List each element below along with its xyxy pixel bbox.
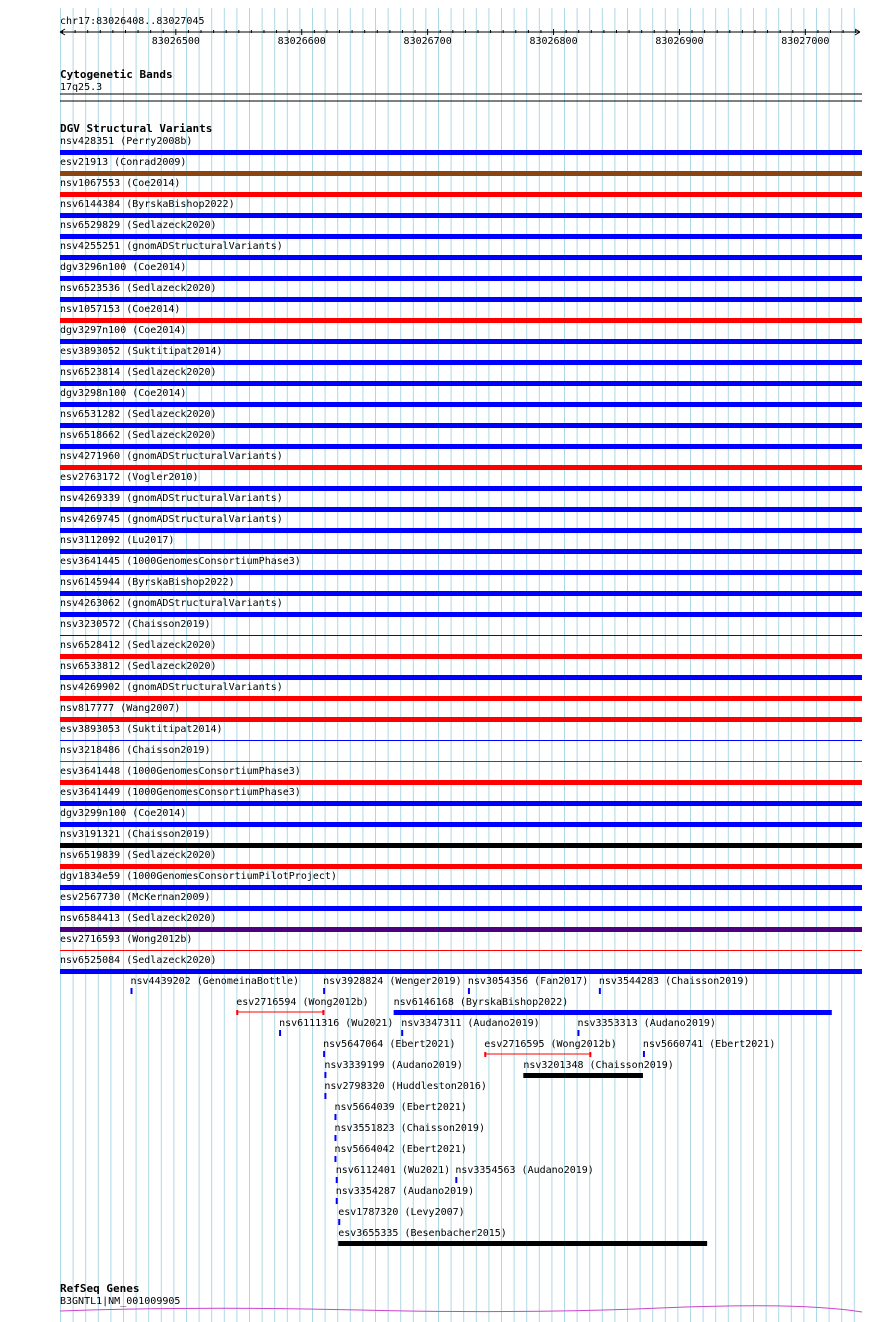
variant-label[interactable]: esv2716595 (Wong2012b) [484,1039,617,1050]
variant-bar[interactable] [324,1093,326,1099]
variant-label[interactable]: esv3641445 (1000GenomesConsortiumPhase3) [60,556,301,567]
variant-label[interactable]: nsv6533812 (Sedlazeck2020) [60,661,217,672]
variant-bar[interactable] [60,213,862,218]
variant-bar[interactable] [394,1010,832,1015]
variant-label[interactable]: nsv6112401 (Wu2021) [335,1165,451,1176]
variant-label[interactable]: nsv6111316 (Wu2021) [279,1018,394,1029]
variant-bar[interactable] [60,339,862,344]
variant-label[interactable]: nsv4269745 (gnomADStructuralVariants) [60,514,283,525]
variant-bar[interactable] [60,822,862,827]
variant-bar[interactable] [334,1156,336,1162]
variant-bar[interactable] [60,150,862,155]
variant-bar[interactable] [60,843,862,848]
refseq-track [60,1282,862,1312]
variant-bar[interactable] [60,360,862,365]
variant-bar[interactable] [60,717,862,722]
variant-label[interactable]: nsv4269339 (gnomADStructuralVariants) [60,493,283,504]
variant-bar[interactable] [336,1177,338,1183]
ruler-tick-label: 83026700 [403,36,452,47]
variant-label[interactable]: nsv6531282 (Sedlazeck2020) [60,409,217,420]
ruler-tick-label: 83027000 [781,36,830,47]
variant-label[interactable]: nsv6145944 (ByrskaBishop2022) [60,577,235,588]
variant-bar-end [322,1010,324,1015]
variant-bar-end [236,1010,238,1015]
variant-bar[interactable] [336,1198,338,1204]
variant-label[interactable]: esv21913 (Conrad2009) [60,157,187,168]
cytoband-track [60,68,862,101]
region-label: chr17:83026408..83027045 [60,16,205,27]
variant-label[interactable]: nsv6144384 (ByrskaBishop2022) [60,199,235,210]
variant-bar[interactable] [60,696,862,701]
variant-bar[interactable] [60,465,862,470]
dgv-track [60,122,862,1246]
variant-label[interactable]: nsv6525084 (Sedlazeck2020) [60,955,217,966]
variant-label[interactable]: nsv6523536 (Sedlazeck2020) [60,283,217,294]
variant-label[interactable]: nsv3054356 (Fan2017) [467,976,589,987]
variant-bar[interactable] [60,381,862,386]
variant-bar[interactable] [334,1135,336,1141]
variant-bar[interactable] [60,171,862,176]
ruler-tick-label: 83026500 [151,36,200,47]
variant-bar[interactable] [323,988,325,994]
variant-label[interactable]: nsv6528412 (Sedlazeck2020) [60,640,217,651]
variant-bar[interactable] [60,591,862,596]
variant-label[interactable]: nsv3201348 (Chaisson2019) [523,1060,674,1071]
variant-label[interactable]: nsv3354563 (Audano2019) [455,1165,594,1176]
variant-label[interactable]: nsv3551823 (Chaisson2019) [334,1123,485,1134]
variant-bar[interactable] [60,675,862,680]
variant-label[interactable]: nsv4269902 (gnomADStructuralVariants) [60,682,283,693]
variant-label[interactable]: esv3641449 (1000GenomesConsortiumPhase3) [60,787,301,798]
variant-label[interactable]: nsv817777 (Wang2007) [60,703,181,714]
ruler-tick-label: 83026900 [655,36,704,47]
variant-label[interactable]: nsv3191321 (Chaisson2019) [60,829,211,840]
variant-label[interactable]: nsv3218486 (Chaisson2019) [60,745,211,756]
variant-bar[interactable] [599,988,601,994]
variant-bar[interactable] [60,234,862,239]
variant-bar[interactable] [401,1030,403,1036]
variant-bar[interactable] [455,1177,457,1183]
variant-bar[interactable] [60,507,862,512]
variant-bar[interactable] [60,549,862,554]
variant-label[interactable]: nsv5664042 (Ebert2021) [334,1144,467,1155]
variant-label[interactable]: nsv3339199 (Audano2019) [324,1060,463,1071]
variant-label[interactable]: nsv6523814 (Sedlazeck2020) [60,367,217,378]
variant-bar[interactable] [60,423,862,428]
variant-label[interactable]: esv3655335 (Besenbacher2015) [338,1228,507,1239]
variant-label[interactable]: esv2716593 (Wong2012b) [60,934,193,945]
variant-label[interactable]: nsv6584413 (Sedlazeck2020) [60,913,217,924]
variant-label[interactable]: nsv4255251 (gnomADStructuralVariants) [60,241,283,252]
variant-bar[interactable] [60,864,862,869]
variant-bar[interactable] [60,801,862,806]
variant-bar[interactable] [323,1051,325,1057]
variant-bar[interactable] [60,654,862,659]
ruler-tick-label: 83026600 [277,36,326,47]
variant-label[interactable]: esv2567730 (McKernan2009) [60,892,211,903]
variant-label[interactable]: dgv3299n100 (Coe2014) [60,808,187,819]
variant-bar[interactable] [131,988,133,994]
variant-label[interactable]: nsv428351 (Perry2008b) [60,136,193,147]
variant-bar[interactable] [279,1030,281,1036]
variant-label[interactable]: nsv4263062 (gnomADStructuralVariants) [60,598,283,609]
variant-label[interactable]: nsv5664039 (Ebert2021) [334,1102,467,1113]
variant-label[interactable]: nsv4439202 (GenomeinaBottle) [130,976,300,987]
variant-bar[interactable] [60,192,862,197]
variant-bar[interactable] [334,1114,336,1120]
variant-label[interactable]: dgv3297n100 (Coe2014) [60,325,187,336]
variant-label[interactable]: nsv3347311 (Audano2019) [401,1018,540,1029]
variant-label[interactable]: nsv5660741 (Ebert2021) [642,1039,776,1050]
variant-bar[interactable] [60,969,862,974]
variant-label[interactable]: nsv3354287 (Audano2019) [335,1186,475,1197]
variant-bar[interactable] [60,318,862,323]
variant-label[interactable]: dgv1834e59 (1000GenomesConsortiumPilotProject) [60,871,337,882]
variant-label[interactable]: nsv6529829 (Sedlazeck2020) [60,220,217,231]
variant-bar[interactable] [60,528,862,533]
variant-bar[interactable] [338,1219,340,1225]
variant-label[interactable]: nsv3112092 (Lu2017) [60,535,175,546]
variant-bar[interactable] [60,906,862,911]
variant-label[interactable]: esv2716594 (Wong2012b) [236,997,369,1008]
ruler-tick-label: 83026800 [529,36,578,47]
ruler-track [60,16,860,47]
variant-label[interactable]: nsv3353313 (Audano2019) [577,1018,716,1029]
dgv-packed-variants [131,976,832,1246]
variant-label[interactable]: nsv2798320 (Huddleston2016) [324,1081,487,1092]
variant-label[interactable]: nsv3928824 (Wenger2019) [323,976,462,987]
variant-label[interactable]: dgv3296n100 (Coe2014) [60,262,187,273]
variant-bar[interactable] [468,988,470,994]
dgv-track-title: DGV Structural Variants [60,122,213,135]
variant-bar[interactable] [60,570,862,575]
variant-label[interactable]: dgv3298n100 (Coe2014) [60,388,187,399]
variant-bar[interactable] [60,276,862,281]
variant-bar[interactable] [60,486,862,491]
variant-label[interactable]: nsv5647064 (Ebert2021) [323,1039,456,1050]
variant-bar-end [484,1052,486,1057]
variant-bar[interactable] [60,885,862,890]
variant-bar[interactable] [324,1072,326,1078]
variant-label[interactable]: esv2763172 (Vogler2010) [60,472,199,483]
variant-bar[interactable] [60,255,862,260]
cytoband-label: 17q25.3 [60,82,103,93]
variant-bar[interactable] [60,612,862,617]
variant-label[interactable]: esv1787320 (Levy2007) [338,1207,465,1218]
variant-label[interactable]: nsv6518662 (Sedlazeck2020) [60,430,217,441]
variant-label[interactable]: esv3893053 (Suktitipat2014) [60,724,223,735]
variant-bar[interactable] [60,402,862,407]
variant-label[interactable]: nsv3230572 (Chaisson2019) [60,619,211,630]
variant-label[interactable]: nsv3544283 (Chaisson2019) [598,976,750,987]
variant-bar[interactable] [60,927,862,932]
variant-bar[interactable] [60,780,862,785]
variant-label[interactable]: nsv4271960 (gnomADStructuralVariants) [60,451,283,462]
variant-bar[interactable] [338,1241,707,1246]
variant-bar-end [589,1052,591,1057]
dgv-full-width-variants [60,136,862,974]
variant-bar[interactable] [523,1073,643,1078]
variant-label[interactable]: nsv1057153 (Coe2014) [60,304,181,315]
variant-label[interactable]: esv3641448 (1000GenomesConsortiumPhase3) [60,766,301,777]
cytoband-track-title: Cytogenetic Bands [60,68,173,81]
variant-bar[interactable] [60,297,862,302]
variant-bar[interactable] [60,444,862,449]
variant-bar[interactable] [643,1051,645,1057]
gene-label[interactable]: B3GNTL1|NM_001009905 [60,1296,181,1307]
variant-label[interactable]: nsv1067553 (Coe2014) [60,178,181,189]
variant-label[interactable]: esv3893052 (Suktitipat2014) [60,346,223,357]
variant-label[interactable]: nsv6146168 (ByrskaBishop2022) [393,997,569,1008]
variant-label[interactable]: nsv6519839 (Sedlazeck2020) [60,850,217,861]
refseq-track-title: RefSeq Genes [60,1282,140,1295]
variant-bar[interactable] [577,1030,579,1036]
